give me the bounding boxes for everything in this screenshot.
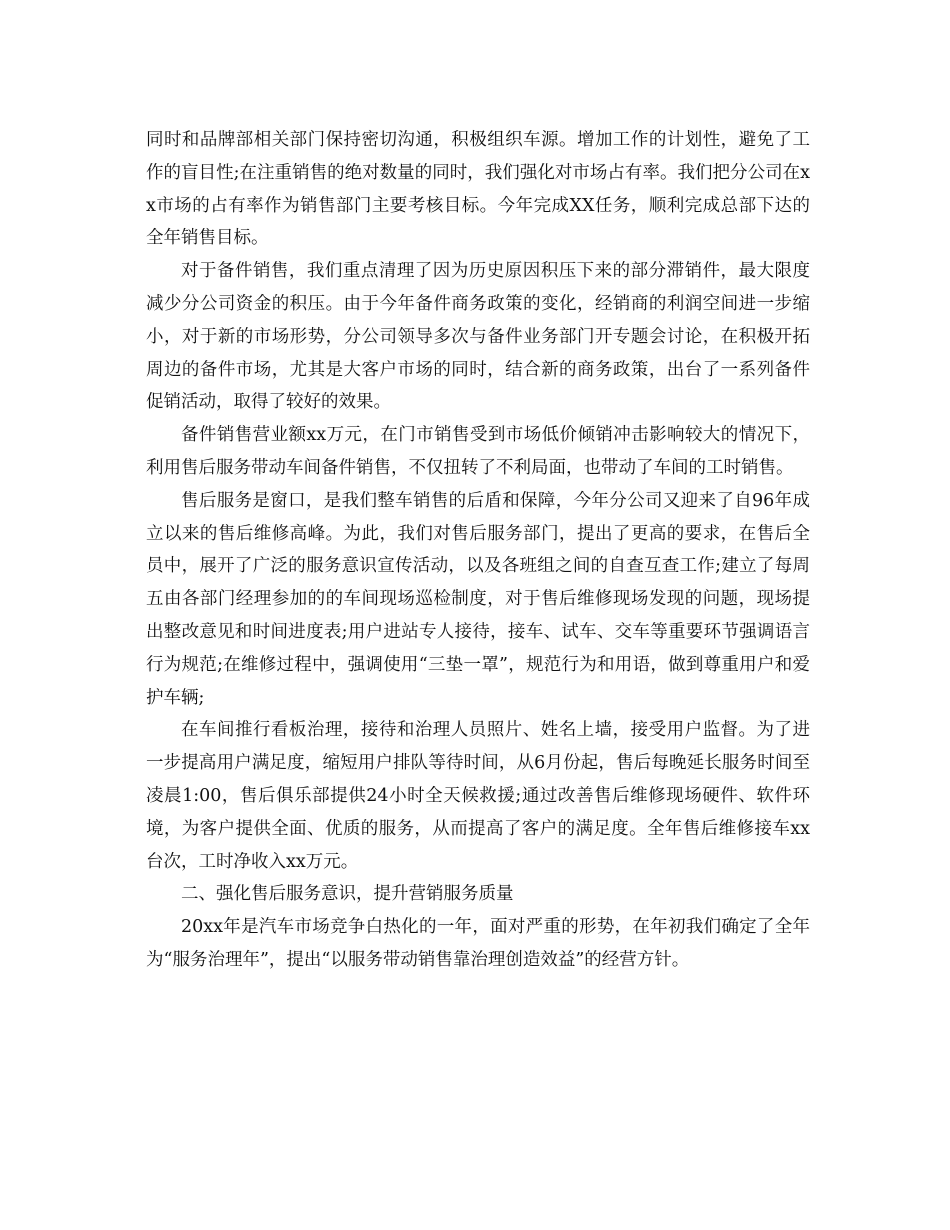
section-heading: 二、强化售后服务意识，提升营销服务质量 (181, 884, 514, 905)
paragraph: 同时和品牌部相关部门保持密切沟通，积极组织车源。增加工作的计划性，避免了工作的盲目性;在注重销售的绝对数量的同时，我们强化对市场占有率。我们把分公司在xx市场的占有率作为销售部门主要考核目标。今年完成XX任务，顺利完成总部下达的全年销售目标。 (146, 130, 810, 249)
paragraph: 售后服务是窗口，是我们整车销售的后盾和保障，今年分公司又迎来了自96年成立以来的售后维修高峰。为此，我们对售后服务部门，提出了更高的要求，在售后全员中，展开了广泛的服务意识宣传活动，以及各班组之间的自查互查工作;建立了每周五由各部门经理参加的的车间现场巡检制度，对于售后维修现场发现的问题，现场提出整改意见和时间进度表;用户进站专人接待，接车、试车、交车等重要环节强调语言行为规范;在维修过程中，强调使用“三垫一罩”，规范行为和用语，做到尊重用户和爱护车辆; (146, 490, 810, 708)
paragraph: 20xx年是汽车市场竞争白热化的一年，面对严重的形势，在年初我们确定了全年为“服务治理年”，提出“以服务带动销售靠治理创造效益”的经营方针。 (146, 917, 810, 970)
paragraph: 在车间推行看板治理，接待和治理人员照片、姓名上墙，接受用户监督。为了进一步提高用户满足度，缩短用户排队等待时间，从6月份起，售后每晚延长服务时间至凌晨1:00，售后俱乐部提供24小时全天候救援;通过改善售后维修现场硬件、软件环境，为客户提供全面、优质的服务，从而提高了客户的满足度。全年售后维修接车xx台次，工时净收入xx万元。 (146, 720, 810, 872)
document-body (146, 124, 810, 977)
paragraph: 备件销售营业额xx万元，在门市销售受到市场低价倾销冲击影响较大的情况下，利用售后服务带动车间备件销售，不仅扭转了不利局面，也带动了车间的工时销售。 (146, 425, 810, 478)
paragraph: 对于备件销售，我们重点清理了因为历史原因积压下来的部分滞销件，最大限度减少分公司资金的积压。由于今年备件商务政策的变化，经销商的利润空间进一步缩小，对于新的市场形势，分公司领导多次与备件业务部门开专题会讨论，在积极开拓周边的备件市场，尤其是大客户市场的同时，结合新的商务政策，出台了一系列备件促销活动，取得了较好的效果。 (146, 261, 810, 413)
